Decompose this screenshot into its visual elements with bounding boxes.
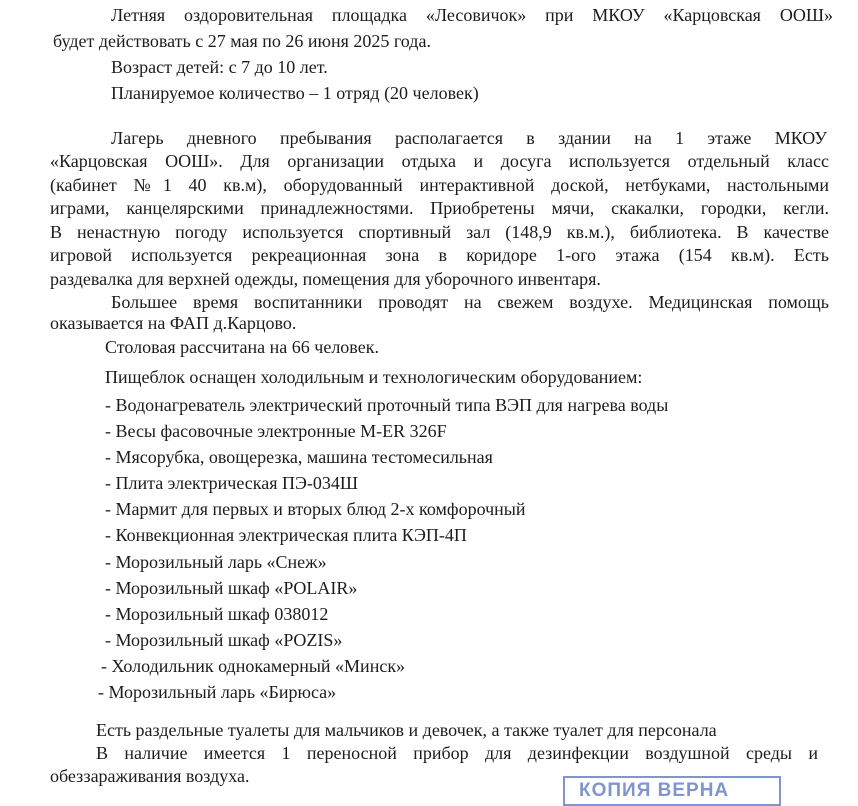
camp-paragraph-line: В ненастную погоду используется спортивный зал (148,9 кв.м.), библиотека. В качестве [50, 222, 829, 242]
count-line: Планируемое количество – 1 отряд (20 человек) [111, 83, 479, 103]
intro-line-1: Летняя оздоровительная площадка «Лесовичок» при МКОУ «Карцовская ООШ» [111, 5, 833, 25]
intro-line-2: будет действовать с 27 мая по 26 июня 2025 года. [53, 31, 431, 51]
equipment-item: - Плита электрическая ПЭ-034Ш [105, 473, 359, 493]
equipment-item: - Морозильный ларь «Снеж» [105, 552, 327, 572]
equipment-item: - Морозильный шкаф «POZIS» [105, 630, 343, 650]
equipment-item: - Холодильник однокамерный «Минск» [101, 656, 406, 676]
equipment-item: - Водонагреватель электрический проточный типа ВЭП для нагрева воды [105, 395, 669, 415]
equipment-item: - Морозильный шкаф 038012 [105, 604, 329, 624]
canteen-line: Столовая рассчитана на 66 человек. [105, 337, 379, 357]
outdoor-paragraph-line: оказывается на ФАП д.Карцово. [50, 313, 297, 333]
camp-paragraph-line: (кабинет №1 40 кв.м), оборудованный интерактивной доской, нетбуками, настольными [50, 175, 829, 195]
equipment-item: - Конвекционная электрическая плита КЭП-4П [105, 525, 467, 545]
age-line: Возраст детей: с 7 до 10 лет. [111, 57, 328, 77]
camp-paragraph-line: игровой используется рекреационная зона в коридоре 1-ого этажа (154 кв.м). Есть [50, 245, 829, 265]
disinfection-line: В наличие имеется 1 переносной прибор для дезинфекции воздушной среды и [96, 743, 818, 763]
equipment-item: - Морозильный ларь «Бирюса» [98, 682, 337, 702]
equipment-item: - Морозильный шкаф «POLAIR» [105, 578, 358, 598]
camp-paragraph-line: играми, канцелярскими принадлежностями. Приобретены мячи, скакалки, городки, кегли. [50, 198, 829, 218]
camp-paragraph-line: «Карцовская ООШ». Для организации отдыха и досуга используется отдельный класс [50, 151, 829, 171]
equipment-item: - Мармит для первых и вторых блюд 2-х комфорочный [105, 499, 526, 519]
kitchen-intro: Пищеблок оснащен холодильным и технологическим оборудованием: [105, 367, 643, 387]
equipment-item: - Мясорубка, овощерезка, машина тестомесильная [105, 447, 493, 467]
equipment-item: - Весы фасовочные электронные M-ER 326F [105, 421, 447, 441]
outdoor-paragraph-line: Большее время воспитанники проводят на свежем воздухе. Медицинская помощь [111, 292, 829, 312]
copy-certified-stamp: КОПИЯ ВЕРНА [563, 776, 781, 806]
camp-paragraph-line: Лагерь дневного пребывания располагается в здании на 1 этаже МКОУ [111, 128, 827, 148]
toilets-line: Есть раздельные туалеты для мальчиков и девочек, а также туалет для персонала [96, 720, 717, 740]
camp-paragraph-line: раздевалка для верхней одежды, помещения для уборочного инвентаря. [50, 269, 601, 289]
disinfection-line: обеззараживания воздуха. [50, 766, 250, 786]
